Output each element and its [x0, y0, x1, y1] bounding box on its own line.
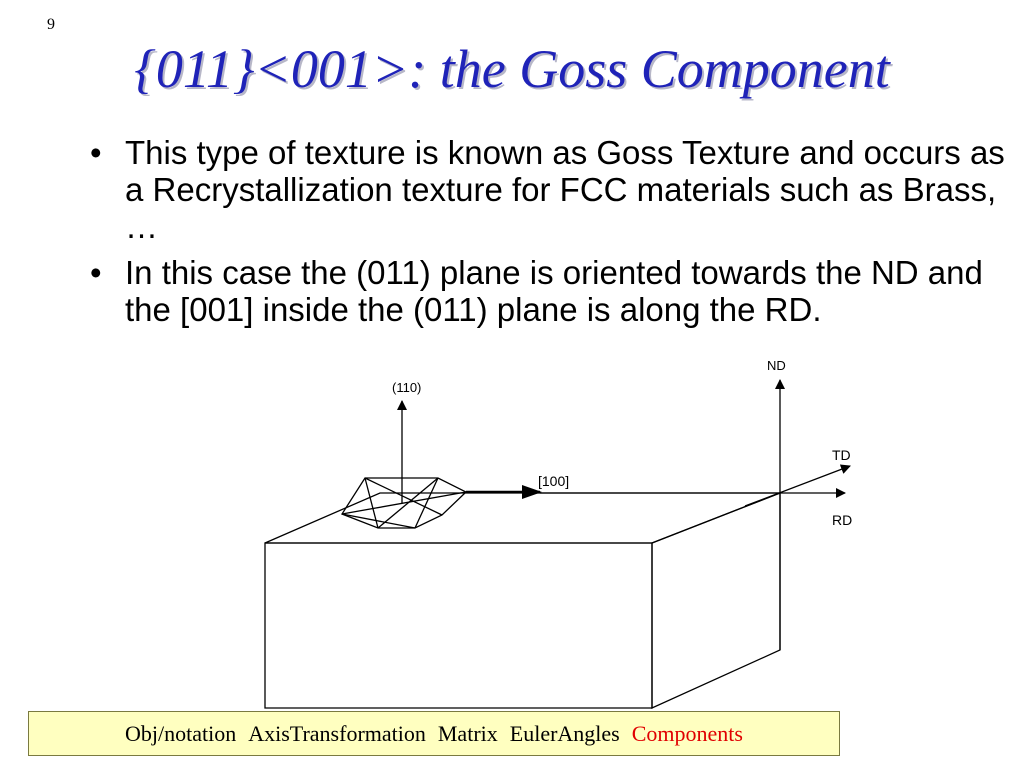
bullet-text: In this case the (011) plane is oriented towards the ND and the [001] inside the (011) plane is along the RD. [125, 254, 983, 328]
bullet-icon: • [90, 134, 102, 171]
crystal-cell [342, 478, 466, 528]
nav-link-axis-transformation[interactable]: AxisTransformation [248, 720, 426, 746]
label-nd: ND [767, 358, 786, 373]
label-100: [100] [538, 473, 570, 489]
sample-block [265, 493, 780, 708]
block-front-face [265, 543, 652, 708]
block-top-face [265, 493, 780, 543]
block-side-face [652, 493, 780, 708]
bullet-text: This type of texture is known as Goss Texture and occurs as a Recrystallization texture for FCC materials such as Brass, … [125, 134, 1005, 245]
nav-link-obj-notation[interactable]: Obj/notation [125, 720, 237, 746]
nav-link-euler-angles[interactable]: EulerAngles [509, 720, 620, 746]
td-axis-arrow [745, 466, 850, 506]
navigation-bar [28, 711, 840, 756]
bullet-icon: • [90, 254, 102, 291]
nav-link-components[interactable]: Components [631, 720, 743, 746]
label-110: (110) [392, 380, 422, 395]
label-td: TD [832, 447, 851, 463]
crystal-edge [378, 478, 438, 528]
label-rd: RD [832, 512, 853, 528]
slide-number: 9 [47, 16, 55, 33]
nav-link-matrix[interactable]: Matrix [437, 720, 498, 746]
slide-title: {011}<001>: the Goss Component [134, 39, 890, 99]
crystal-edge [342, 514, 415, 528]
